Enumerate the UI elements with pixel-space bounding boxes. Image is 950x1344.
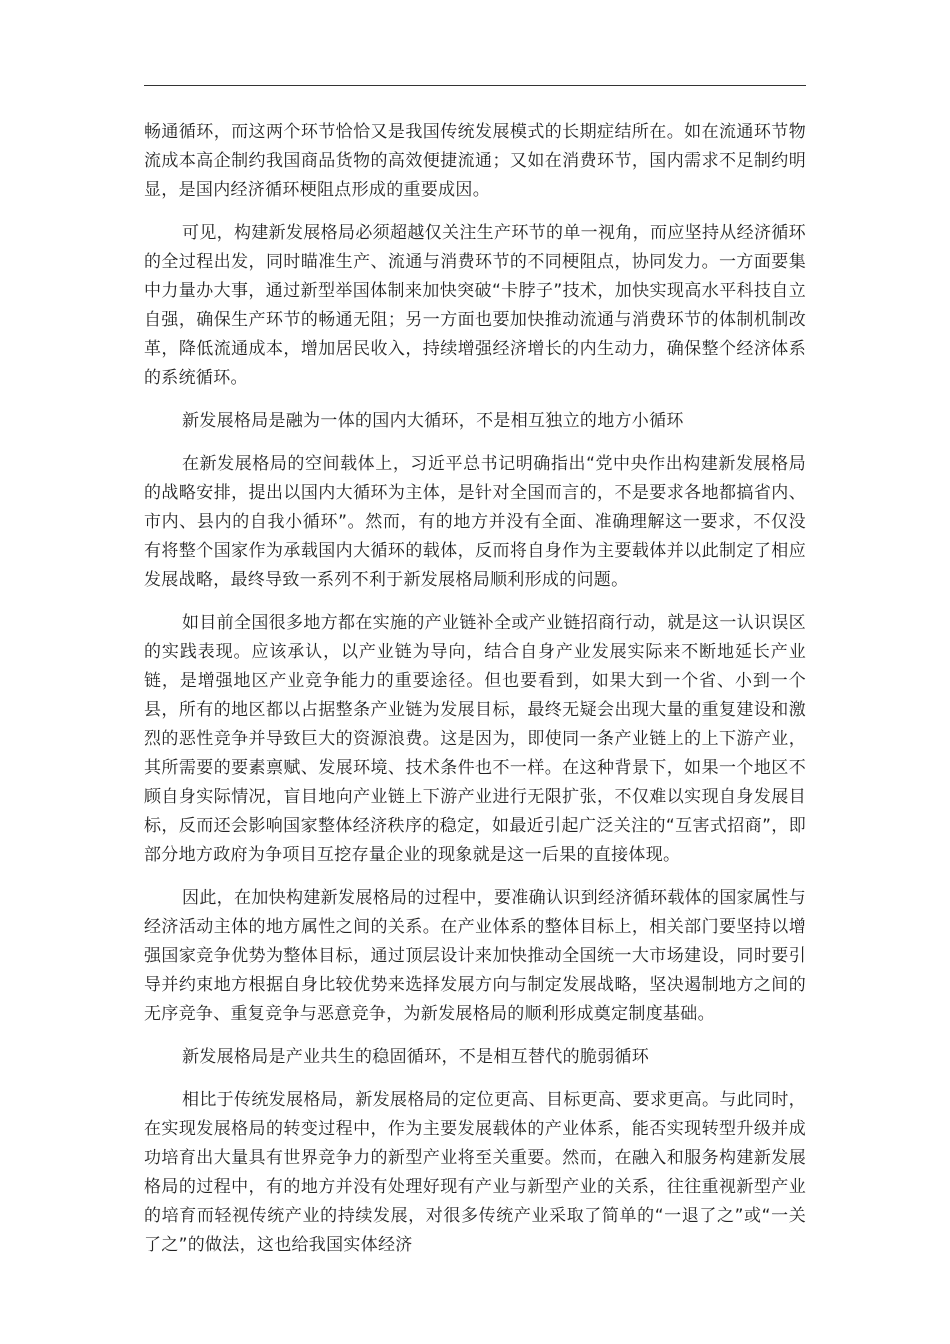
paragraph-4: 如目前全国很多地方都在实施的产业链补全或产业链招商行动，就是这一认识误区的实践表现。应该承认，以产业链为导向，结合自身产业发展实际来不断地延长产业链，是增强地区产业竞争能力的重要途径。但也要看到，如果大到一个省、小到一个县，所有的地区都以占据整条产业链为发展目标，最终无疑会出现大量的重复建设和激烈的恶性竞争并导致巨大的资源浪费。这是因为，即使同一条产业链上的上下游产业，其所需要的要素禀赋、发展环境、技术条件也不一样。在这种背景下，如果一个地区不顾自身实际情况，盲目地向产业链上下游产业进行无限扩张，不仅难以实现自身发展目标，反而还会影响国家整体经济秩序的稳定，如最近引起广泛关注的“互害式招商”，即部分地方政府为争项目互挖存量企业的现象就是这一后果的直接体现。 — [144, 613, 806, 865]
document-body — [144, 118, 806, 1274]
paragraph-6: 相比于传统发展格局，新发展格局的定位更高、目标更高、要求更高。与此同时，在实现发展格局的转变过程中，作为主要发展载体的产业体系，能否实现转型升级并成功培育出大量具有世界竞争力的新型产业将至关重要。然而，在融入和服务构建新发展格局的过程中，有的地方并没有处理好现有产业与新型产业的关系，往往重视新型产业的培育而轻视传统产业的持续发展，对很多传统产业采取了简单的“一退了之”或“一关了之”的做法，这也给我国实体经济 — [144, 1090, 806, 1255]
paragraph-5: 因此，在加快构建新发展格局的过程中，要准确认识到经济循环载体的国家属性与经济活动主体的地方属性之间的关系。在产业体系的整体目标上，相关部门要坚持以增强国家竞争优势为整体目标，通过顶层设计来加快推动全国统一大市场建设，同时要引导并约束地方根据自身比较优势来选择发展方向与制定发展战略，坚决遏制地方之间的无序竞争、重复竞争与恶意竞争，为新发展格局的顺利形成奠定制度基础。 — [144, 888, 806, 1024]
paragraph-3: 在新发展格局的空间载体上，习近平总书记明确指出“党中央作出构建新发展格局的战略安排，提出以国内大循环为主体，是针对全国而言的，不是要求各地都搞省内、市内、县内的自我小循环”。然而，有的地方并没有全面、准确理解这一要求，不仅没有将整个国家作为承载国内大循环的载体，反而将自身作为主要载体并以此制定了相应发展战略，最终导致一系列不利于新发展格局顺利形成的问题。 — [144, 454, 806, 590]
header-rule — [144, 85, 806, 86]
paragraph-1: 畅通循环，而这两个环节恰恰又是我国传统发展模式的长期症结所在。如在流通环节物流成本高企制约我国商品货物的高效便捷流通；又如在消费环节，国内需求不足制约明显，是国内经济循环梗阻点形成的重要成因。 — [144, 122, 806, 200]
section-heading-2: 新发展格局是产业共生的稳固循环，不是相互替代的脆弱循环 — [182, 1047, 650, 1067]
section-heading-1: 新发展格局是融为一体的国内大循环，不是相互独立的地方小循环 — [182, 411, 684, 431]
paragraph-2: 可见，构建新发展格局必须超越仅关注生产环节的单一视角，而应坚持从经济循环的全过程出发，同时瞄准生产、流通与消费环节的不同梗阻点，协同发力。一方面要集中力量办大事，通过新型举国体制来加快突破“卡脖子”技术，加快实现高水平科技自立自强，确保生产环节的畅通无阻；另一方面也要加快推动流通与消费环节的体制机制改革，降低流通成本，增加居民收入，持续增强经济增长的内生动力，确保整个经济体系的系统循环。 — [144, 223, 806, 388]
